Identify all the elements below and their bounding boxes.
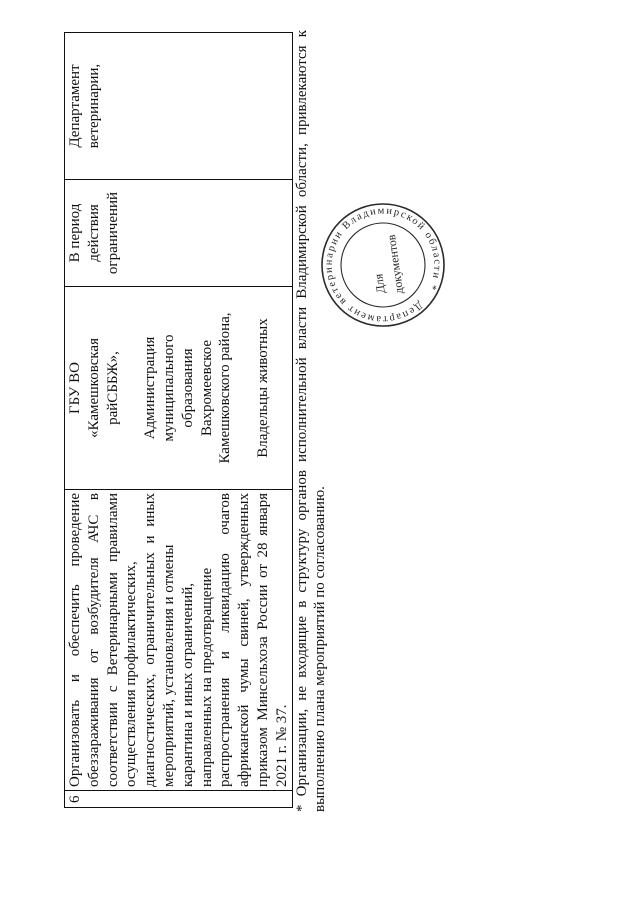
responsible-line: «Камешковская (85, 338, 102, 438)
row-number-cell (65, 791, 293, 808)
table-row (65, 33, 293, 808)
task-line: осуществления профилактических, (123, 561, 140, 787)
responsible-group-owners (254, 290, 273, 486)
responsible-line: райСББЖ», (104, 351, 121, 425)
task-line: мероприятий, установления и отмены (160, 544, 177, 787)
footnote-line: * Организации, не входящие в структуру органов исполнительной власти Владимирской области, привлекаются к (294, 30, 310, 812)
period-line: В период (67, 203, 83, 263)
table-body (65, 33, 293, 808)
task-line: соответствии с Ветеринарными правилами (104, 493, 121, 787)
row-number: 6 (67, 795, 83, 803)
stamp-ring-text-path: Департамент ветеринарии Владимирской области * (323, 205, 443, 325)
responsible-line: Камешковского района, (217, 312, 234, 464)
stamp-inner-ring (341, 223, 425, 307)
responsible-line: образования (179, 348, 196, 428)
footnote-line: выполнению плана мероприятий по согласованию. (311, 486, 328, 812)
responsible-group-administration (141, 290, 235, 486)
task-line: направленных на предотвращение (198, 567, 215, 787)
period-line: ограничений (104, 191, 121, 275)
department-stamp (318, 200, 448, 330)
stamp-center-line: документов (383, 233, 407, 295)
supervisor-line: ветеринарии, (85, 63, 102, 149)
stamp-outer-ring (322, 204, 444, 326)
period-line: действия (85, 204, 102, 262)
task-line: приказом Минсельхоза России от 28 января (254, 493, 271, 787)
responsible-line: Администрация (142, 336, 159, 440)
measures-table (64, 32, 293, 808)
responsible-line: муниципального (160, 334, 177, 442)
task-line: распространения и ликвидацию очагов (217, 493, 234, 787)
footnote (294, 30, 329, 812)
supervisor-cell (65, 33, 293, 180)
responsible-line: Вахромеевское (198, 339, 215, 437)
task-line: 2021 г. № 37. (273, 704, 290, 787)
task-line: карантина и иных ограничений, (179, 583, 196, 787)
task-line: диагностических, ограничительных и иных (142, 493, 159, 787)
task-line: обеззараживания от возбудителя АЧС в (85, 493, 102, 787)
responsible-group-vet-station (66, 290, 122, 486)
task-cell (65, 490, 293, 791)
period-cell (65, 180, 293, 287)
task-line: Организовать и обеспечить проведение (67, 493, 83, 787)
stamp-center-text (366, 233, 406, 297)
supervisor-line: Департамент (67, 64, 83, 148)
task-line: африканской чумы свиней, утвержденных (236, 493, 253, 787)
responsible-cell (65, 287, 293, 490)
responsible-line: ГБУ ВО (67, 362, 83, 414)
responsible-line: Владельцы животных (254, 318, 271, 458)
stamp-center-line: Для (371, 272, 388, 295)
